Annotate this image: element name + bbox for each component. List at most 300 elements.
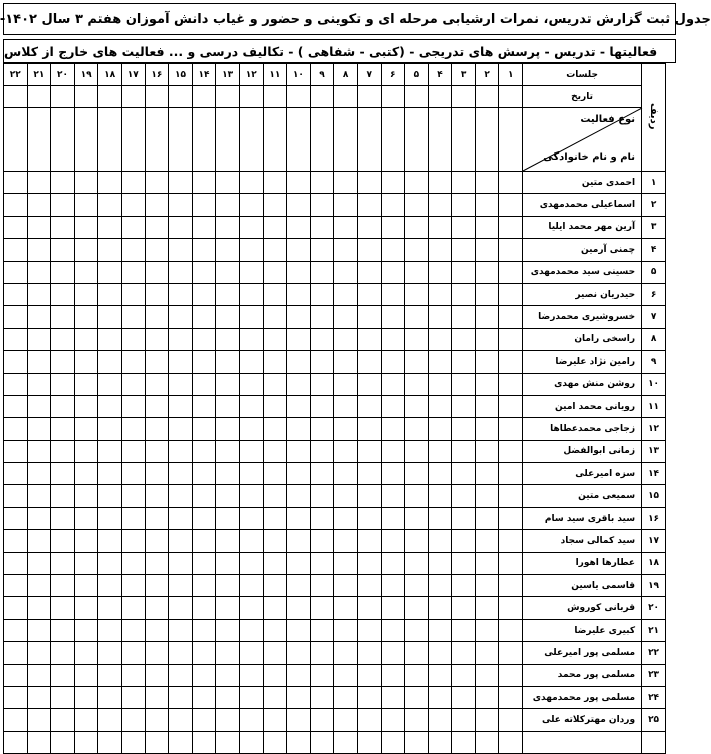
activity-type-cell[interactable] xyxy=(4,108,28,172)
grade-cell[interactable] xyxy=(169,463,193,485)
grade-cell[interactable] xyxy=(428,261,452,283)
grade-cell[interactable] xyxy=(192,530,216,552)
grade-cell[interactable] xyxy=(4,530,28,552)
grade-cell[interactable] xyxy=(98,418,122,440)
grade-cell[interactable] xyxy=(192,261,216,283)
grade-cell[interactable] xyxy=(475,642,499,664)
grade-cell[interactable] xyxy=(145,216,169,238)
grade-cell[interactable] xyxy=(74,597,98,619)
grade-cell[interactable] xyxy=(310,530,334,552)
date-cell[interactable] xyxy=(499,86,523,108)
grade-cell[interactable] xyxy=(98,463,122,485)
grade-cell[interactable] xyxy=(98,686,122,708)
grade-cell[interactable] xyxy=(499,306,523,328)
grade-cell[interactable] xyxy=(98,597,122,619)
grade-cell[interactable] xyxy=(334,395,358,417)
grade-cell[interactable] xyxy=(452,463,476,485)
grade-cell[interactable] xyxy=(192,373,216,395)
grade-cell[interactable] xyxy=(51,686,75,708)
grade-cell[interactable] xyxy=(145,283,169,305)
grade-cell[interactable] xyxy=(239,328,263,350)
grade-cell[interactable] xyxy=(334,328,358,350)
grade-cell[interactable] xyxy=(428,373,452,395)
grade-cell[interactable] xyxy=(499,552,523,574)
grade-cell[interactable] xyxy=(405,619,429,641)
grade-cell[interactable] xyxy=(121,216,145,238)
grade-cell[interactable] xyxy=(121,373,145,395)
grade-cell[interactable] xyxy=(239,261,263,283)
grade-cell[interactable] xyxy=(216,485,240,507)
grade-cell[interactable] xyxy=(121,731,145,753)
grade-cell[interactable] xyxy=(121,463,145,485)
grade-cell[interactable] xyxy=(27,731,51,753)
activity-type-cell[interactable] xyxy=(51,108,75,172)
grade-cell[interactable] xyxy=(169,418,193,440)
activity-type-cell[interactable] xyxy=(381,108,405,172)
grade-cell[interactable] xyxy=(405,216,429,238)
grade-cell[interactable] xyxy=(216,351,240,373)
grade-cell[interactable] xyxy=(4,418,28,440)
grade-cell[interactable] xyxy=(192,172,216,194)
grade-cell[interactable] xyxy=(310,373,334,395)
grade-cell[interactable] xyxy=(169,664,193,686)
grade-cell[interactable] xyxy=(145,194,169,216)
grade-cell[interactable] xyxy=(216,306,240,328)
date-cell[interactable] xyxy=(4,86,28,108)
grade-cell[interactable] xyxy=(121,507,145,529)
grade-cell[interactable] xyxy=(169,172,193,194)
grade-cell[interactable] xyxy=(27,239,51,261)
grade-cell[interactable] xyxy=(357,575,381,597)
grade-cell[interactable] xyxy=(428,418,452,440)
grade-cell[interactable] xyxy=(51,283,75,305)
grade-cell[interactable] xyxy=(452,172,476,194)
grade-cell[interactable] xyxy=(98,395,122,417)
grade-cell[interactable] xyxy=(4,239,28,261)
grade-cell[interactable] xyxy=(98,619,122,641)
grade-cell[interactable] xyxy=(381,328,405,350)
grade-cell[interactable] xyxy=(169,597,193,619)
grade-cell[interactable] xyxy=(216,619,240,641)
grade-cell[interactable] xyxy=(27,440,51,462)
grade-cell[interactable] xyxy=(287,306,311,328)
grade-cell[interactable] xyxy=(452,440,476,462)
grade-cell[interactable] xyxy=(428,463,452,485)
grade-cell[interactable] xyxy=(405,575,429,597)
activity-type-cell[interactable] xyxy=(239,108,263,172)
grade-cell[interactable] xyxy=(452,619,476,641)
grade-cell[interactable] xyxy=(475,239,499,261)
grade-cell[interactable] xyxy=(357,664,381,686)
grade-cell[interactable] xyxy=(27,328,51,350)
grade-cell[interactable] xyxy=(74,686,98,708)
grade-cell[interactable] xyxy=(381,485,405,507)
grade-cell[interactable] xyxy=(98,507,122,529)
grade-cell[interactable] xyxy=(475,619,499,641)
grade-cell[interactable] xyxy=(405,642,429,664)
grade-cell[interactable] xyxy=(499,172,523,194)
grade-cell[interactable] xyxy=(452,552,476,574)
grade-cell[interactable] xyxy=(287,575,311,597)
grade-cell[interactable] xyxy=(428,709,452,731)
grade-cell[interactable] xyxy=(121,619,145,641)
grade-cell[interactable] xyxy=(381,686,405,708)
date-cell[interactable] xyxy=(357,86,381,108)
grade-cell[interactable] xyxy=(452,283,476,305)
grade-cell[interactable] xyxy=(428,597,452,619)
date-cell[interactable] xyxy=(27,86,51,108)
grade-cell[interactable] xyxy=(263,507,287,529)
grade-cell[interactable] xyxy=(475,597,499,619)
grade-cell[interactable] xyxy=(452,418,476,440)
grade-cell[interactable] xyxy=(263,731,287,753)
grade-cell[interactable] xyxy=(381,373,405,395)
grade-cell[interactable] xyxy=(216,642,240,664)
grade-cell[interactable] xyxy=(4,507,28,529)
grade-cell[interactable] xyxy=(475,440,499,462)
grade-cell[interactable] xyxy=(334,373,358,395)
grade-cell[interactable] xyxy=(357,216,381,238)
grade-cell[interactable] xyxy=(428,216,452,238)
grade-cell[interactable] xyxy=(4,306,28,328)
grade-cell[interactable] xyxy=(428,306,452,328)
grade-cell[interactable] xyxy=(169,619,193,641)
grade-cell[interactable] xyxy=(334,731,358,753)
date-cell[interactable] xyxy=(98,86,122,108)
grade-cell[interactable] xyxy=(287,239,311,261)
grade-cell[interactable] xyxy=(74,351,98,373)
grade-cell[interactable] xyxy=(310,418,334,440)
activity-type-cell[interactable] xyxy=(192,108,216,172)
grade-cell[interactable] xyxy=(239,642,263,664)
grade-cell[interactable] xyxy=(169,216,193,238)
grade-cell[interactable] xyxy=(51,619,75,641)
grade-cell[interactable] xyxy=(27,373,51,395)
grade-cell[interactable] xyxy=(381,552,405,574)
date-cell[interactable] xyxy=(51,86,75,108)
grade-cell[interactable] xyxy=(263,552,287,574)
grade-cell[interactable] xyxy=(475,664,499,686)
grade-cell[interactable] xyxy=(405,597,429,619)
grade-cell[interactable] xyxy=(27,686,51,708)
grade-cell[interactable] xyxy=(310,597,334,619)
grade-cell[interactable] xyxy=(287,642,311,664)
grade-cell[interactable] xyxy=(381,261,405,283)
activity-type-cell[interactable] xyxy=(27,108,51,172)
grade-cell[interactable] xyxy=(263,194,287,216)
grade-cell[interactable] xyxy=(287,216,311,238)
grade-cell[interactable] xyxy=(405,552,429,574)
grade-cell[interactable] xyxy=(98,731,122,753)
grade-cell[interactable] xyxy=(357,463,381,485)
grade-cell[interactable] xyxy=(334,239,358,261)
grade-cell[interactable] xyxy=(499,507,523,529)
grade-cell[interactable] xyxy=(192,552,216,574)
grade-cell[interactable] xyxy=(239,373,263,395)
grade-cell[interactable] xyxy=(334,552,358,574)
grade-cell[interactable] xyxy=(428,507,452,529)
grade-cell[interactable] xyxy=(499,283,523,305)
grade-cell[interactable] xyxy=(310,485,334,507)
grade-cell[interactable] xyxy=(239,709,263,731)
grade-cell[interactable] xyxy=(475,418,499,440)
grade-cell[interactable] xyxy=(121,642,145,664)
grade-cell[interactable] xyxy=(145,686,169,708)
grade-cell[interactable] xyxy=(4,373,28,395)
grade-cell[interactable] xyxy=(381,306,405,328)
grade-cell[interactable] xyxy=(357,261,381,283)
grade-cell[interactable] xyxy=(145,239,169,261)
grade-cell[interactable] xyxy=(405,418,429,440)
date-cell[interactable] xyxy=(145,86,169,108)
grade-cell[interactable] xyxy=(263,530,287,552)
grade-cell[interactable] xyxy=(51,552,75,574)
grade-cell[interactable] xyxy=(145,642,169,664)
grade-cell[interactable] xyxy=(74,440,98,462)
grade-cell[interactable] xyxy=(405,283,429,305)
grade-cell[interactable] xyxy=(74,172,98,194)
grade-cell[interactable] xyxy=(334,619,358,641)
grade-cell[interactable] xyxy=(27,552,51,574)
grade-cell[interactable] xyxy=(452,306,476,328)
grade-cell[interactable] xyxy=(239,552,263,574)
activity-type-cell[interactable] xyxy=(169,108,193,172)
grade-cell[interactable] xyxy=(51,418,75,440)
grade-cell[interactable] xyxy=(74,552,98,574)
grade-cell[interactable] xyxy=(216,664,240,686)
grade-cell[interactable] xyxy=(310,283,334,305)
grade-cell[interactable] xyxy=(452,194,476,216)
grade-cell[interactable] xyxy=(216,575,240,597)
grade-cell[interactable] xyxy=(216,552,240,574)
grade-cell[interactable] xyxy=(27,194,51,216)
grade-cell[interactable] xyxy=(98,283,122,305)
grade-cell[interactable] xyxy=(216,463,240,485)
grade-cell[interactable] xyxy=(239,418,263,440)
grade-cell[interactable] xyxy=(499,709,523,731)
grade-cell[interactable] xyxy=(452,395,476,417)
grade-cell[interactable] xyxy=(499,664,523,686)
grade-cell[interactable] xyxy=(310,216,334,238)
grade-cell[interactable] xyxy=(4,194,28,216)
grade-cell[interactable] xyxy=(4,642,28,664)
grade-cell[interactable] xyxy=(357,552,381,574)
grade-cell[interactable] xyxy=(169,395,193,417)
grade-cell[interactable] xyxy=(405,664,429,686)
activity-type-cell[interactable] xyxy=(452,108,476,172)
grade-cell[interactable] xyxy=(192,194,216,216)
grade-cell[interactable] xyxy=(169,731,193,753)
grade-cell[interactable] xyxy=(27,597,51,619)
grade-cell[interactable] xyxy=(428,328,452,350)
grade-cell[interactable] xyxy=(357,440,381,462)
grade-cell[interactable] xyxy=(381,597,405,619)
grade-cell[interactable] xyxy=(287,463,311,485)
grade-cell[interactable] xyxy=(452,530,476,552)
grade-cell[interactable] xyxy=(216,172,240,194)
grade-cell[interactable] xyxy=(145,440,169,462)
grade-cell[interactable] xyxy=(475,261,499,283)
grade-cell[interactable] xyxy=(381,418,405,440)
grade-cell[interactable] xyxy=(27,642,51,664)
grade-cell[interactable] xyxy=(452,575,476,597)
grade-cell[interactable] xyxy=(216,597,240,619)
grade-cell[interactable] xyxy=(51,194,75,216)
grade-cell[interactable] xyxy=(499,328,523,350)
grade-cell[interactable] xyxy=(405,686,429,708)
grade-cell[interactable] xyxy=(310,731,334,753)
grade-cell[interactable] xyxy=(192,216,216,238)
grade-cell[interactable] xyxy=(357,507,381,529)
grade-cell[interactable] xyxy=(263,373,287,395)
grade-cell[interactable] xyxy=(239,306,263,328)
grade-cell[interactable] xyxy=(169,530,193,552)
grade-cell[interactable] xyxy=(287,418,311,440)
grade-cell[interactable] xyxy=(357,395,381,417)
grade-cell[interactable] xyxy=(405,194,429,216)
grade-cell[interactable] xyxy=(216,731,240,753)
grade-cell[interactable] xyxy=(310,463,334,485)
grade-cell[interactable] xyxy=(452,664,476,686)
grade-cell[interactable] xyxy=(475,530,499,552)
grade-cell[interactable] xyxy=(263,395,287,417)
grade-cell[interactable] xyxy=(357,642,381,664)
activity-type-cell[interactable] xyxy=(405,108,429,172)
grade-cell[interactable] xyxy=(287,552,311,574)
grade-cell[interactable] xyxy=(121,709,145,731)
grade-cell[interactable] xyxy=(51,440,75,462)
grade-cell[interactable] xyxy=(192,507,216,529)
grade-cell[interactable] xyxy=(74,261,98,283)
grade-cell[interactable] xyxy=(428,642,452,664)
grade-cell[interactable] xyxy=(428,664,452,686)
grade-cell[interactable] xyxy=(51,328,75,350)
grade-cell[interactable] xyxy=(145,351,169,373)
grade-cell[interactable] xyxy=(169,328,193,350)
grade-cell[interactable] xyxy=(4,686,28,708)
grade-cell[interactable] xyxy=(4,485,28,507)
grade-cell[interactable] xyxy=(121,261,145,283)
grade-cell[interactable] xyxy=(357,283,381,305)
grade-cell[interactable] xyxy=(357,172,381,194)
grade-cell[interactable] xyxy=(499,530,523,552)
grade-cell[interactable] xyxy=(334,686,358,708)
grade-cell[interactable] xyxy=(452,709,476,731)
grade-cell[interactable] xyxy=(145,395,169,417)
grade-cell[interactable] xyxy=(169,440,193,462)
grade-cell[interactable] xyxy=(4,261,28,283)
grade-cell[interactable] xyxy=(216,507,240,529)
grade-cell[interactable] xyxy=(169,373,193,395)
grade-cell[interactable] xyxy=(263,418,287,440)
grade-cell[interactable] xyxy=(216,395,240,417)
grade-cell[interactable] xyxy=(475,373,499,395)
grade-cell[interactable] xyxy=(51,507,75,529)
grade-cell[interactable] xyxy=(216,283,240,305)
grade-cell[interactable] xyxy=(239,283,263,305)
grade-cell[interactable] xyxy=(121,575,145,597)
grade-cell[interactable] xyxy=(499,440,523,462)
grade-cell[interactable] xyxy=(334,172,358,194)
grade-cell[interactable] xyxy=(192,642,216,664)
grade-cell[interactable] xyxy=(239,597,263,619)
grade-cell[interactable] xyxy=(216,261,240,283)
grade-cell[interactable] xyxy=(239,351,263,373)
grade-cell[interactable] xyxy=(405,709,429,731)
grade-cell[interactable] xyxy=(499,373,523,395)
grade-cell[interactable] xyxy=(74,283,98,305)
grade-cell[interactable] xyxy=(334,597,358,619)
grade-cell[interactable] xyxy=(405,731,429,753)
date-cell[interactable] xyxy=(428,86,452,108)
grade-cell[interactable] xyxy=(192,686,216,708)
grade-cell[interactable] xyxy=(405,395,429,417)
grade-cell[interactable] xyxy=(216,216,240,238)
grade-cell[interactable] xyxy=(27,664,51,686)
grade-cell[interactable] xyxy=(310,328,334,350)
grade-cell[interactable] xyxy=(169,686,193,708)
grade-cell[interactable] xyxy=(51,463,75,485)
grade-cell[interactable] xyxy=(381,463,405,485)
grade-cell[interactable] xyxy=(499,261,523,283)
grade-cell[interactable] xyxy=(27,261,51,283)
grade-cell[interactable] xyxy=(405,373,429,395)
grade-cell[interactable] xyxy=(239,395,263,417)
grade-cell[interactable] xyxy=(51,642,75,664)
grade-cell[interactable] xyxy=(169,507,193,529)
grade-cell[interactable] xyxy=(310,664,334,686)
grade-cell[interactable] xyxy=(334,709,358,731)
grade-cell[interactable] xyxy=(145,709,169,731)
grade-cell[interactable] xyxy=(381,351,405,373)
grade-cell[interactable] xyxy=(428,395,452,417)
grade-cell[interactable] xyxy=(381,664,405,686)
grade-cell[interactable] xyxy=(145,597,169,619)
grade-cell[interactable] xyxy=(121,306,145,328)
grade-cell[interactable] xyxy=(263,686,287,708)
grade-cell[interactable] xyxy=(263,328,287,350)
grade-cell[interactable] xyxy=(192,239,216,261)
grade-cell[interactable] xyxy=(287,530,311,552)
grade-cell[interactable] xyxy=(405,440,429,462)
grade-cell[interactable] xyxy=(145,172,169,194)
grade-cell[interactable] xyxy=(98,373,122,395)
grade-cell[interactable] xyxy=(334,261,358,283)
grade-cell[interactable] xyxy=(287,283,311,305)
grade-cell[interactable] xyxy=(499,731,523,753)
grade-cell[interactable] xyxy=(287,731,311,753)
date-cell[interactable] xyxy=(74,86,98,108)
grade-cell[interactable] xyxy=(310,395,334,417)
grade-cell[interactable] xyxy=(74,395,98,417)
grade-cell[interactable] xyxy=(452,485,476,507)
grade-cell[interactable] xyxy=(334,507,358,529)
grade-cell[interactable] xyxy=(357,239,381,261)
grade-cell[interactable] xyxy=(428,731,452,753)
grade-cell[interactable] xyxy=(475,485,499,507)
grade-cell[interactable] xyxy=(121,395,145,417)
grade-cell[interactable] xyxy=(51,261,75,283)
grade-cell[interactable] xyxy=(74,619,98,641)
grade-cell[interactable] xyxy=(27,709,51,731)
grade-cell[interactable] xyxy=(74,664,98,686)
grade-cell[interactable] xyxy=(523,731,642,753)
grade-cell[interactable] xyxy=(239,575,263,597)
grade-cell[interactable] xyxy=(51,485,75,507)
grade-cell[interactable] xyxy=(51,664,75,686)
grade-cell[interactable] xyxy=(475,709,499,731)
grade-cell[interactable] xyxy=(334,440,358,462)
